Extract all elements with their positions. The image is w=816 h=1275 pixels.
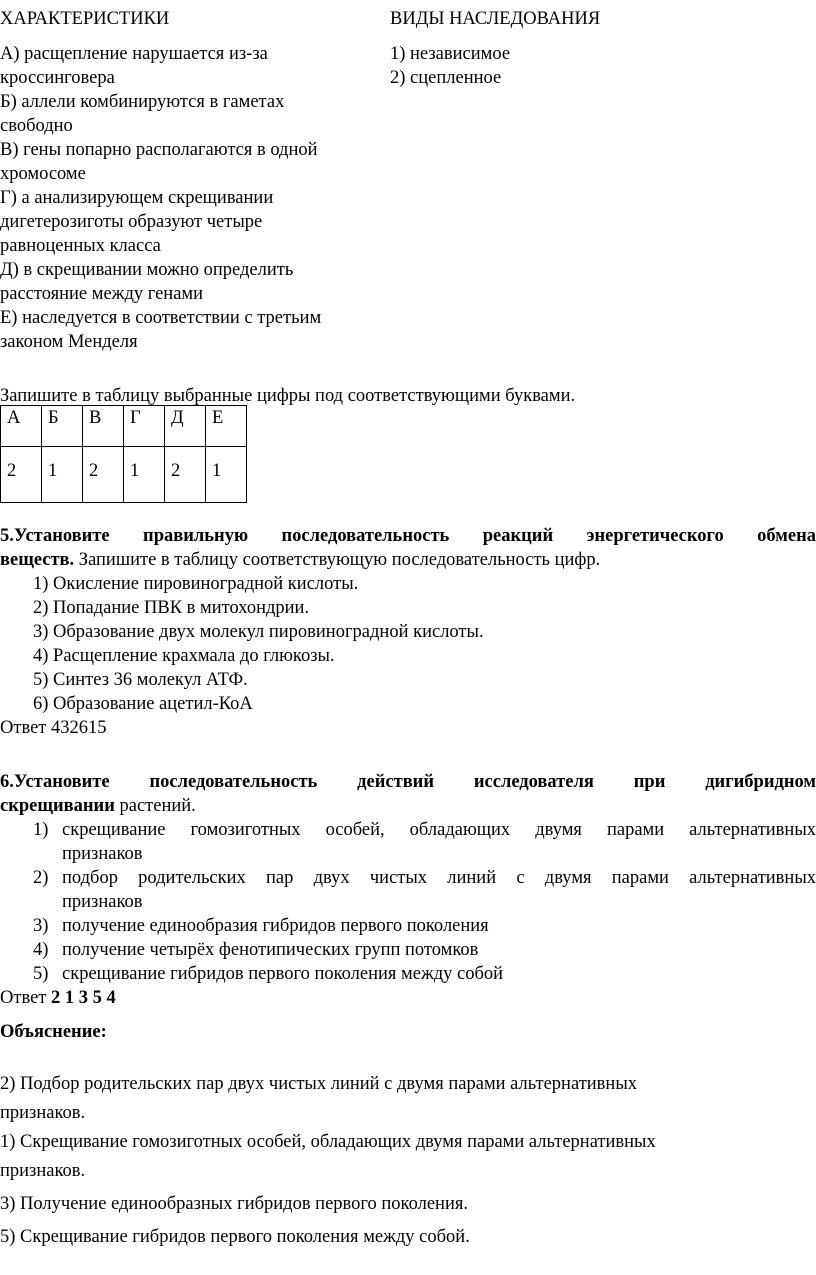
explanation-line: 5) Скрещивание гибридов первого поколения между собой. xyxy=(0,1227,470,1247)
table-cell-letter: Е xyxy=(206,406,247,447)
characteristic-e-line2: законом Менделя xyxy=(0,332,138,352)
q6-item-line2: признаков xyxy=(62,844,143,864)
explanation-line: 2) Подбор родительских пар двух чистых линий с двумя парами альтернативных xyxy=(0,1074,637,1094)
characteristic-a-line1: А) расщепление нарушается из-за xyxy=(0,44,268,64)
characteristic-a-line2: кроссинговера xyxy=(0,68,115,88)
q6-item-number: 1) xyxy=(33,820,49,840)
q6-title-rest: растений. xyxy=(114,796,196,816)
table-cell-digit: 1 xyxy=(42,447,83,503)
q6-item-number: 2) xyxy=(33,868,49,888)
table-cell-digit: 1 xyxy=(206,447,247,503)
q6-item-line2: признаков xyxy=(62,892,143,912)
q6-item-number: 5) xyxy=(33,964,49,984)
q6-title-line2 xyxy=(0,794,196,818)
explanation-line: признаков. xyxy=(0,1103,86,1123)
q5-item: 5) Синтез 36 молекул АТФ. xyxy=(33,670,248,690)
characteristic-d-line2: расстояние между генами xyxy=(0,284,204,304)
table-cell-letter: Д xyxy=(165,406,206,447)
answer-table xyxy=(0,405,247,503)
characteristic-v-line1: В) гены попарно располагаются в одной xyxy=(0,140,318,160)
q5-item: 3) Образование двух молекул пировиноградной кислоты. xyxy=(33,622,484,642)
table-cell-digit: 2 xyxy=(1,447,42,503)
table-cell-letter: Г xyxy=(124,406,165,447)
q6-item-line1: получение единообразия гибридов первого поколения xyxy=(62,916,489,936)
table-cell-digit: 1 xyxy=(124,447,165,503)
q6-answer xyxy=(0,986,116,1010)
q6-item-line1: скрещивание гомозиготных особей, обладающих двумя парами альтернативных xyxy=(62,820,816,840)
characteristic-d-line1: Д) в скрещивании можно определить xyxy=(0,260,294,280)
inheritance-type-1: 1) независимое xyxy=(390,44,511,64)
q6-answer-value: 2 1 3 5 4 xyxy=(51,988,116,1008)
table-row-digits xyxy=(1,447,247,503)
q6-item-line1: подбор родительских пар двух чистых линий с двумя парами альтернативных xyxy=(62,868,816,888)
q5-title-bold: веществ. xyxy=(0,550,75,570)
inheritance-types-heading: ВИДЫ НАСЛЕДОВАНИЯ xyxy=(390,9,601,29)
q6-answer-label: Ответ xyxy=(0,988,47,1008)
characteristic-b-line1: Б) аллели комбинируются в гаметах xyxy=(0,92,285,112)
table-cell-digit: 2 xyxy=(83,447,124,503)
table-cell-letter: Б xyxy=(42,406,83,447)
explanation-line: 3) Получение единообразных гибридов первого поколения. xyxy=(0,1194,468,1214)
characteristic-v-line2: хромосоме xyxy=(0,164,86,184)
q6-item-line1: скрещивание гибридов первого поколения между собой xyxy=(62,964,504,984)
characteristic-e-line1: Е) наследуется в соответствии с третьим xyxy=(0,308,322,328)
q5-title-line1: 5.Установите правильную последовательность реакций энергетического обмена xyxy=(0,526,816,546)
characteristic-g-line2: дигетерозиготы образуют четыре xyxy=(0,212,263,232)
inheritance-type-2: 2) сцепленное xyxy=(390,68,502,88)
explanation-line: 1) Скрещивание гомозиготных особей, обладающих двумя парами альтернативных xyxy=(0,1132,656,1152)
q6-item-line1: получение четырёх фенотипических групп потомков xyxy=(62,940,479,960)
characteristic-g-line1: Г) а анализирующем скрещивании xyxy=(0,188,274,208)
characteristic-g-line3: равноценных класса xyxy=(0,236,161,256)
q5-item: 1) Окисление пировиноградной кислоты. xyxy=(33,574,359,594)
q5-item: 4) Расщепление крахмала до глюкозы. xyxy=(33,646,335,666)
characteristic-b-line2: свободно xyxy=(0,116,73,136)
explanation-line: признаков. xyxy=(0,1161,86,1181)
q5-item: 2) Попадание ПВК в митохондрии. xyxy=(33,598,310,618)
q5-title-rest: Запишите в таблицу соответствующую последовательность цифр. xyxy=(74,550,601,570)
characteristics-heading: ХАРАКТЕРИСТИКИ xyxy=(0,9,170,29)
q6-title-bold: скрещивании xyxy=(0,796,115,816)
q5-answer-value: 432615 xyxy=(51,718,107,738)
q5-title-line2 xyxy=(0,548,600,572)
table-cell-letter: А xyxy=(1,406,42,447)
q5-answer xyxy=(0,716,107,740)
q6-item-number: 4) xyxy=(33,940,49,960)
q6-item-number: 3) xyxy=(33,916,49,936)
q5-answer-label: Ответ xyxy=(0,718,47,738)
table-cell-letter: В xyxy=(83,406,124,447)
q5-item: 6) Образование ацетил-КоА xyxy=(33,694,253,714)
table-instruction: Запишите в таблицу выбранные цифры под соответствующими буквами. xyxy=(0,386,576,406)
table-row-letters xyxy=(1,406,247,447)
table-cell-digit: 2 xyxy=(165,447,206,503)
explanation-heading: Объяснение: xyxy=(0,1022,107,1042)
q6-title-line1: 6.Установите последовательность действий исследователя при дигибридном xyxy=(0,772,816,792)
